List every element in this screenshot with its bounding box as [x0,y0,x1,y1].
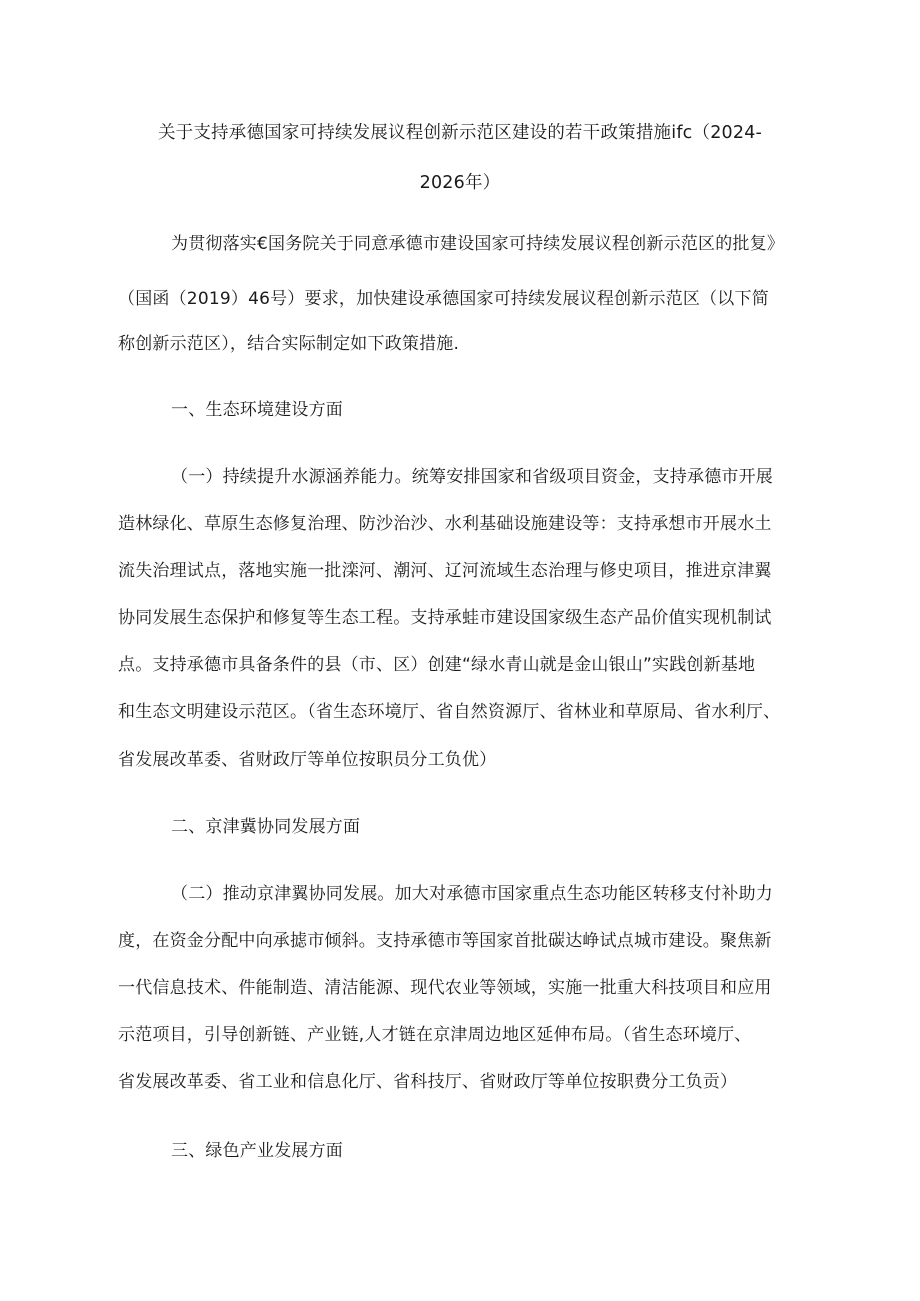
section-2-para-line-1: （二）推动京津翼协同发展。加大对承德市国家重点生态功能区转移支付补助力 [171,884,773,904]
section-1-para-line-3: 流失治理试点，落地实施一批滦河、潮河、辽河流域生态治理与修史项目，推进京津翼 [118,561,772,581]
section-1-para-line-4: 协同发展生态保护和修复等生态工程。支持承蛙市建设国家级生态产品价值实现机制试 [118,608,772,628]
document-title-line-2: 2026年） [419,173,501,193]
section-3-heading: 三、绿色产业发展方面 [171,1141,343,1161]
section-1-para-line-1: （一）持续提升水源涵养能力。统筹安排国家和省级项目资金，支持承德市开展 [171,467,773,487]
section-2-para-line-5: 省发展改革委、省工业和信息化厅、省科技厅、省财政厅等单位按职费分工负贡） [118,1072,738,1092]
intro-line-3: 称创新示范区），结合实际制定如下政策措施. [118,334,460,354]
section-1-para-line-7: 省发展改革委、省财政厅等单位按职员分工负优） [118,750,497,770]
section-2-para-line-3: 一代信息技术、件能制造、清洁能源、现代农业等领域，实施一批重大科技项目和应用 [118,978,772,998]
section-1-heading: 一、生态环境建设方面 [171,400,343,420]
document-title-line-1: 关于支持承德国家可持续发展议程创新示范区建设的若干政策措施ifc（2024- [157,123,763,143]
section-2-para-line-4: 示范项目，引导创新链、产业链,人才链在京津周边地区延伸布局。（省生态环境厅、 [118,1025,752,1045]
section-2-para-line-2: 度，在资金分配中向承摅市倾斜。支持承德市等国家首批碳达峥试点城市建设。聚焦新 [118,931,772,951]
intro-line-2: （国函（2019）46号）要求，加快建设承德国家可持续发展议程创新示范区（以下简 [118,289,769,309]
intro-line-1: 为贯彻落实€国务院关于同意承德市建设国家可持续发展议程创新示范区的批复》 [171,234,785,254]
section-1-para-line-2: 造林绿化、草原生态修复治理、防沙治沙、水利基础设施建设等：支持承想市开展水土 [118,514,772,534]
section-1-para-line-5: 点。支持承德市具备条件的县（市、区）创建“绿水青山就是金山银山”实践创新基地 [118,655,756,675]
section-1-para-line-6: 和生态文明建设示范区。（省生态环境厅、省自然资源厅、省林业和草原局、省水利厅、 [118,702,781,722]
section-2-heading: 二、京津冀协同发展方面 [171,817,361,837]
